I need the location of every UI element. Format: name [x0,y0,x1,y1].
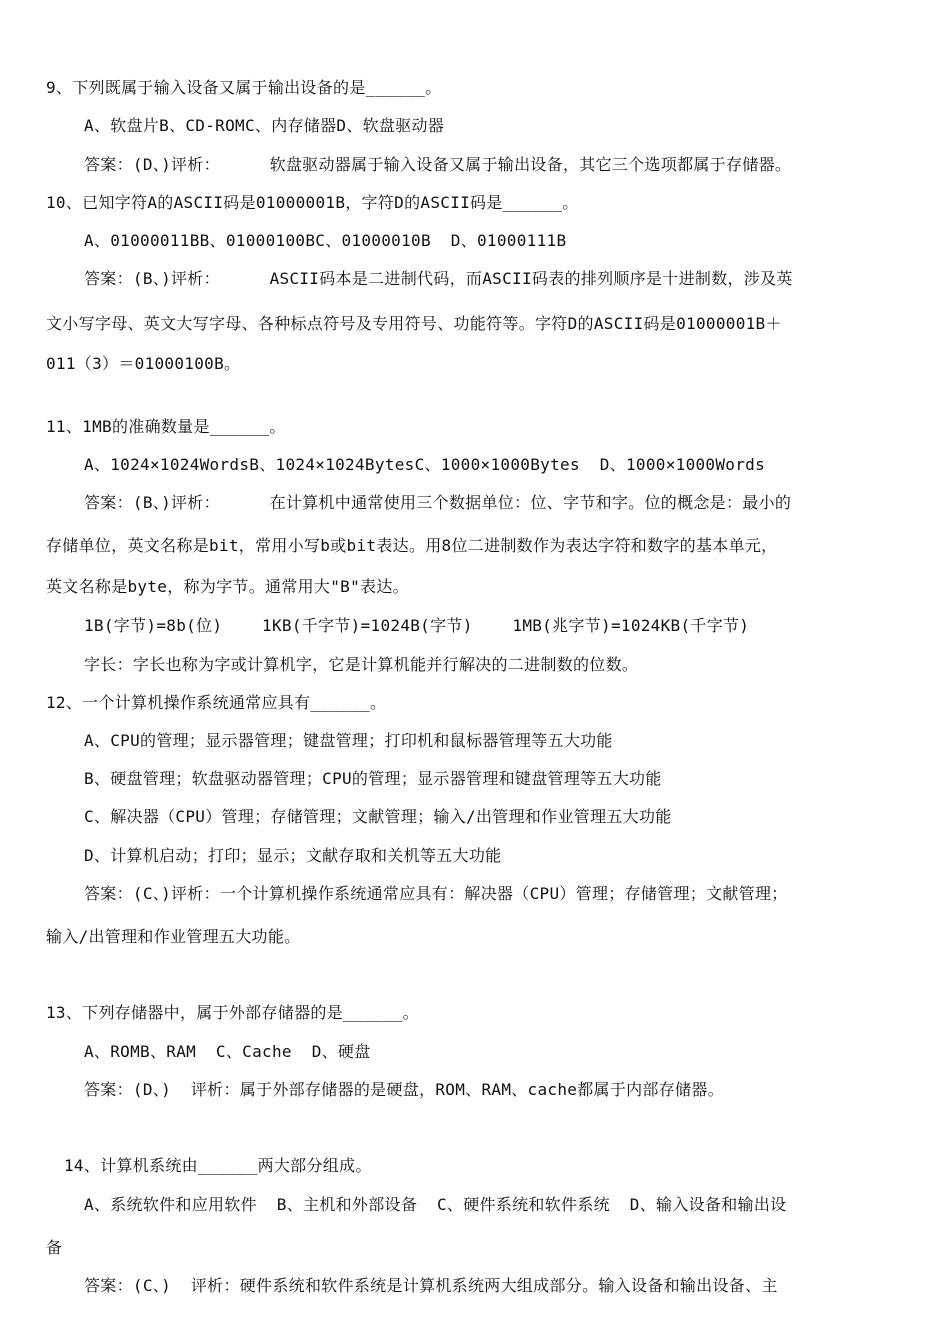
question-14-answer: 答案：(C、) 评析：硬件系统和软件系统是计算机系统两大组成部分。输入设备和输出设备、主 [84,1276,778,1295]
question-12-option-c: C、解决器（CPU）管理；存储管理；文献管理；输入/出管理和作业管理五大功能 [84,807,672,826]
question-12-answer-line-1: 答案：(C、)评析：一个计算机操作系统通常应具有：解决器（CPU）管理；存储管理；文献管理； [84,884,788,903]
question-12-text: 12、一个计算机操作系统通常应具有______。 [46,693,387,712]
question-13-text: 13、下列存储器中，属于外部存储器的是______。 [46,1003,419,1022]
question-11-options: A、1024×1024WordsB、1024×1024BytesC、1000×1000Bytes D、1000×1000Words [84,455,766,474]
question-11-units: 1B(字节)=8b(位) 1KB(千字节)=1024B(字节) 1MB(兆字节)=1024KB(千字节) [84,616,750,635]
question-9-options: A、软盘片B、CD-ROMC、内存储器D、软盘驱动器 [84,116,445,135]
question-10-text: 10、已知字符A的ASCII码是01000001B，字符D的ASCII码是______。 [46,193,579,212]
question-9-text: 9、下列既属于输入设备又属于输出设备的是______。 [46,78,442,97]
question-10-answer-line-2: 文小写字母、英文大写字母、各种标点符号及专用符号、功能符等。字符D的ASCII码是01000001B＋ [46,314,782,333]
question-11-answer-line-1: 答案：(B、)评析： 在计算机中通常使用三个数据单位：位、字节和字。位的概念是：最小的 [84,493,792,512]
question-11-answer-line-3: 英文名称是byte，称为字节。通常用大"B"表达。 [46,577,409,596]
question-12-answer-line-2: 输入/出管理和作业管理五大功能。 [46,927,301,946]
question-10-answer-line-1: 答案：(B、)评析： ASCII码本是二进制代码，而ASCII码表的排列顺序是十进制数，涉及英 [84,269,793,288]
question-14-text: 14、计算机系统由______两大部分组成。 [64,1156,372,1175]
question-14-options-line-2: 备 [46,1238,63,1257]
question-14-options-line-1: A、系统软件和应用软件 B、主机和外部设备 C、硬件系统和软件系统 D、输入设备和输出设 [84,1195,787,1214]
question-11-word-length: 字长：字长也称为字或计算机字，它是计算机能并行解决的二进制数的位数。 [84,655,639,674]
question-13-options: A、ROMB、RAM C、Cache D、硬盘 [84,1042,371,1061]
question-10-options: A、01000011BB、01000100BC、01000010B D、01000111B [84,231,567,250]
question-11-text: 11、1MB的准确数量是______。 [46,417,286,436]
question-12-option-a: A、CPU的管理；显示器管理；键盘管理；打印机和鼠标器管理等五大功能 [84,731,613,750]
question-13-answer: 答案：(D、) 评析：属于外部存储器的是硬盘，ROM、RAM、cache都属于内部存储器。 [84,1080,724,1099]
question-12-option-d: D、计算机启动；打印；显示；文献存取和关机等五大功能 [84,846,502,865]
question-10-answer-line-3: 011（3）＝01000100B。 [46,354,241,373]
question-12-option-b: B、硬盘管理；软盘驱动器管理；CPU的管理；显示器管理和键盘管理等五大功能 [84,769,662,788]
question-9-answer: 答案：(D、)评析： 软盘驱动器属于输入设备又属于输出设备，其它三个选项都属于存储器。 [84,155,792,174]
question-11-answer-line-2: 存储单位，英文名称是bit，常用小写b或bit表达。用8位二进制数作为表达字符和数字的基本单元， [46,536,778,555]
